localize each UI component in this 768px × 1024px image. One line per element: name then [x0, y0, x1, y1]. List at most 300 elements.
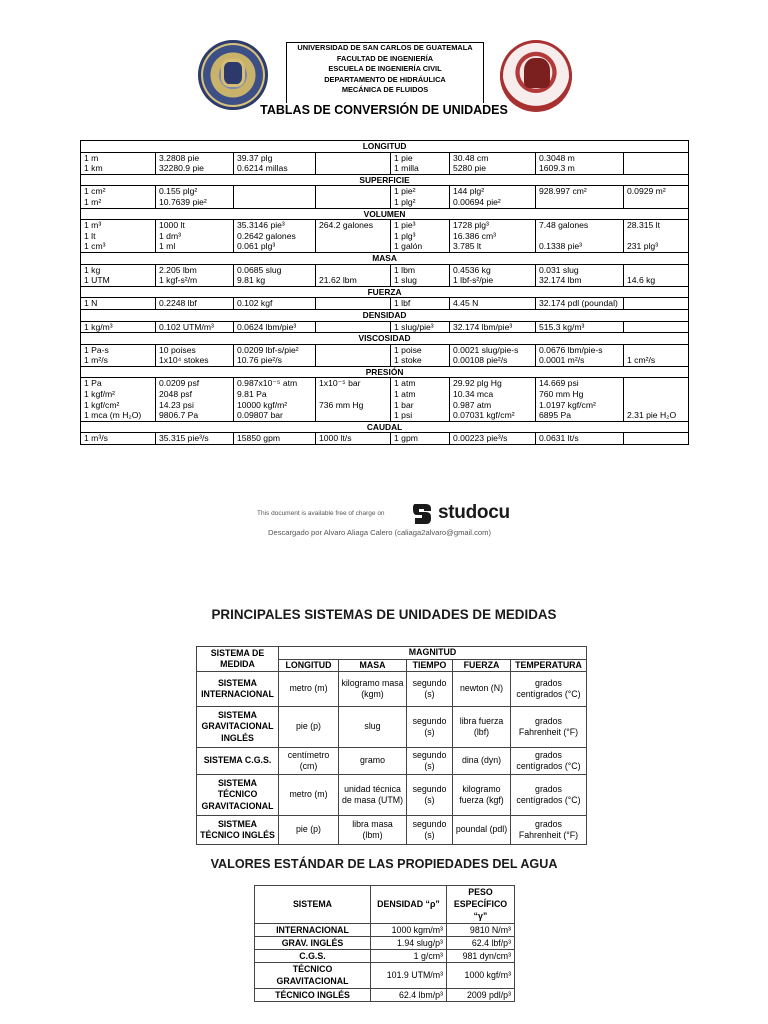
conversion-cell	[156, 433, 234, 445]
conversion-value	[539, 231, 620, 242]
conversion-value: 1 lt	[84, 230, 96, 241]
conversion-value: 0.0021 slug/pie-s	[453, 344, 519, 355]
conversion-value: 1 plg³	[394, 230, 416, 241]
conversion-value: 1 Pa	[84, 378, 102, 389]
water-specific-weight: 1000 kgf/m³	[447, 963, 515, 988]
conversion-value: 10.76 pie²/s	[237, 355, 282, 366]
conversion-cell	[234, 344, 316, 366]
conversion-value: 10000 kgf/m²	[237, 399, 288, 410]
conversion-cell	[81, 264, 156, 286]
header-line: UNIVERSIDAD DE SAN CARLOS DE GUATEMALA	[297, 43, 473, 52]
conversion-value	[319, 231, 387, 242]
systems-table	[196, 646, 587, 845]
magnitude-column-header: MASA	[339, 659, 407, 672]
conversion-value: 0.155 plg²	[159, 186, 198, 197]
section-header: CAUDAL	[81, 421, 689, 433]
conversion-value: 1 psi	[394, 410, 413, 421]
conversion-cell	[316, 433, 391, 445]
conversion-cell	[316, 152, 391, 174]
conversion-value	[627, 163, 685, 174]
system-name: SISTEMA INTERNACIONAL	[197, 672, 279, 707]
conversion-value	[319, 153, 387, 164]
conversion-cell	[391, 186, 450, 208]
conversion-value	[627, 322, 685, 333]
water-row	[255, 923, 515, 936]
conversion-cell	[624, 378, 689, 421]
conversion-value: 32.174 lbm/pie³	[453, 321, 513, 332]
usac-seal-logo	[198, 40, 268, 110]
conversion-value: 0.0624 lbm/pie³	[237, 321, 297, 332]
conversion-value: 0.987 atm	[453, 399, 492, 410]
header-line: DEPARTAMENTO DE HIDRÁULICA	[324, 74, 446, 84]
conversion-value: 0.3048 m	[539, 152, 575, 163]
conversion-value: 1 cm³	[84, 241, 106, 252]
engineering-faculty-seal-logo	[500, 40, 572, 112]
conversion-value	[539, 197, 620, 208]
system-unit: unidad técnica de masa (UTM)	[339, 775, 407, 816]
system-row	[197, 775, 587, 816]
conversion-value: 21.62 lbm	[319, 275, 357, 286]
conversion-value	[319, 345, 387, 356]
conversion-value: 1 dm³	[159, 230, 181, 241]
conversion-cell	[624, 298, 689, 310]
conversion-cell	[450, 264, 536, 286]
conversion-cell	[391, 152, 450, 174]
conversion-value	[627, 378, 685, 389]
conversion-value: 0.0929 m²	[627, 186, 666, 197]
conversion-value: 2.205 lbm	[159, 264, 197, 275]
conversion-value: 0.6214 millas	[237, 163, 288, 174]
system-name: SISTMEA TÉCNICO INGLÉS	[197, 816, 279, 845]
conversion-value: 0.2248 lbf	[159, 298, 197, 309]
conversion-value: 7.48 galones	[539, 220, 589, 231]
conversion-value	[627, 433, 685, 444]
conversion-value: 1 m²	[84, 196, 102, 207]
conversion-cell	[156, 321, 234, 333]
conversion-value: 35.3146 pie³	[237, 220, 285, 231]
conversion-value	[319, 410, 387, 421]
conversion-value: 28.315 lt	[627, 220, 660, 231]
conversion-value	[627, 345, 685, 356]
water-system: C.G.S.	[255, 950, 371, 963]
conversion-cell	[234, 321, 316, 333]
system-name: SISTEMA C.G.S.	[197, 748, 279, 775]
water-header-system: SISTEMA	[255, 886, 371, 924]
conversion-cell	[536, 220, 624, 253]
system-unit: grados centígrados (°C)	[511, 672, 587, 707]
system-unit: newton (N)	[453, 672, 511, 707]
conversion-value: 1 milla	[394, 163, 419, 174]
conversion-cell	[391, 433, 450, 445]
system-unit: slug	[339, 707, 407, 748]
conversion-cell	[316, 264, 391, 286]
system-unit: grados centígrados (°C)	[511, 775, 587, 816]
conversion-value: 1728 plg³	[453, 220, 489, 231]
system-unit: poundal (pdl)	[453, 816, 511, 845]
system-unit: kilogramo masa (kgm)	[339, 672, 407, 707]
conversion-cell	[156, 152, 234, 174]
conversion-value	[319, 197, 387, 208]
conversion-value: 0.4536 kg	[453, 264, 491, 275]
system-unit: segundo (s)	[407, 748, 453, 775]
water-properties-table	[254, 885, 515, 1002]
conversion-value	[319, 265, 387, 276]
water-density: 1 g/cm³	[371, 950, 447, 963]
conversion-value: 1 m²/s	[84, 355, 108, 366]
system-unit: metro (m)	[279, 775, 339, 816]
magnitude-column-header: TEMPERATURA	[511, 659, 587, 672]
conversion-cell	[81, 344, 156, 366]
conversion-value: 0.0676 lbm/pie-s	[539, 344, 603, 355]
conversion-value: 0.00223 pie³/s	[453, 433, 508, 444]
conversion-value: 29.92 plg Hg	[453, 378, 502, 389]
conversion-cell	[536, 321, 624, 333]
conversion-value: 1 kg	[84, 264, 101, 275]
conversion-value: 9.81 kg	[237, 275, 266, 286]
conversion-value: 1 lbf	[394, 298, 411, 309]
section-header: PRESIÓN	[81, 366, 689, 378]
conversion-value: 1x10⁴ stokes	[159, 355, 209, 366]
conversion-value: 3.785 lt	[453, 241, 482, 252]
conversion-value: 1 kgf/cm²	[84, 399, 120, 410]
conversion-value: 515.3 kg/m³	[539, 321, 585, 332]
conversion-value: 1 N	[84, 298, 98, 309]
conversion-value: 2.31 pie H₂O	[627, 410, 677, 421]
water-specific-weight: 981 dyn/cm³	[447, 950, 515, 963]
conversion-value: 1x10⁻⁵ bar	[319, 378, 361, 389]
conversion-cell	[81, 321, 156, 333]
conversion-cell	[316, 344, 391, 366]
conversion-cell	[234, 378, 316, 421]
conversion-value: 9806.7 Pa	[159, 410, 199, 421]
conversion-value: 1 bar	[394, 399, 414, 410]
conversion-value: 1 lbf-s²/pie	[453, 275, 494, 286]
conversion-cell	[81, 298, 156, 310]
conversion-value: 10 poises	[159, 344, 196, 355]
conversion-value: 0.102 UTM/m³	[159, 321, 214, 332]
conversion-cell	[624, 152, 689, 174]
conversion-value: 736 mm Hg	[319, 399, 364, 410]
system-row	[197, 816, 587, 845]
section-header: SUPERFICIE	[81, 174, 689, 186]
conversion-value: 0.0209 lbf-s/pie²	[237, 344, 299, 355]
conversion-cell	[391, 298, 450, 310]
conversion-value: 1 pie²	[394, 186, 416, 197]
system-unit: dina (dyn)	[453, 748, 511, 775]
conversion-cell	[316, 186, 391, 208]
conversion-cell	[391, 264, 450, 286]
conversion-cell	[624, 264, 689, 286]
conversion-cell	[156, 344, 234, 366]
conversion-value: 0.07031 kgf/cm²	[453, 410, 515, 421]
conversion-cell	[234, 152, 316, 174]
conversion-value: 1 Pa-s	[84, 344, 109, 355]
magnitude-column-header: LONGITUD	[279, 659, 339, 672]
conversion-cell	[624, 344, 689, 366]
conversion-cell	[450, 344, 536, 366]
system-unit: segundo (s)	[407, 707, 453, 748]
institution-header	[286, 42, 484, 103]
conversion-value: 1 kgf-s²/m	[159, 275, 198, 286]
conversion-cell	[316, 378, 391, 421]
conversion-table	[80, 140, 689, 445]
conversion-value: 1609.3 m	[539, 163, 575, 174]
section-header: VISCOSIDAD	[81, 333, 689, 345]
download-credit: Descargado por Alvaro Aliaga Calero (caliaga2alvaro@gmail.com)	[268, 528, 491, 537]
conversion-value: 32.174 pdl (poundal)	[539, 298, 618, 309]
water-row	[255, 950, 515, 963]
section-header: VOLUMEN	[81, 208, 689, 220]
conversion-value: 1 slug/pie³	[394, 321, 434, 332]
systems-title: PRINCIPALES SISTEMAS DE UNIDADES DE MEDIDAS	[211, 607, 557, 622]
conversion-cell	[391, 344, 450, 366]
magnitude-column-header: FUERZA	[453, 659, 511, 672]
conversion-value: 1 kgf/m²	[84, 389, 116, 400]
conversion-cell	[156, 378, 234, 421]
conversion-value: 5280 pie	[453, 163, 486, 174]
conversion-cell	[536, 433, 624, 445]
section-header: FUERZA	[81, 286, 689, 298]
system-unit: gramo	[339, 748, 407, 775]
conversion-value: 1 atm	[394, 378, 416, 389]
system-row	[197, 748, 587, 775]
conversion-cell	[156, 220, 234, 253]
conversion-value: 1 m	[84, 152, 99, 163]
page-title: TABLAS DE CONVERSIÓN DE UNIDADES	[260, 103, 508, 117]
conversion-value: 4.45 N	[453, 298, 479, 309]
conversion-value	[319, 241, 387, 252]
conversion-value: 1 pie	[394, 152, 413, 163]
conversion-value	[627, 265, 685, 276]
conversion-value: 0.09807 bar	[237, 410, 283, 421]
conversion-value: 1 UTM	[84, 275, 110, 286]
conversion-cell	[391, 321, 450, 333]
conversion-value: 1 poise	[394, 344, 422, 355]
water-system: GRAV. INGLÉS	[255, 936, 371, 949]
system-row	[197, 707, 587, 748]
conversion-cell	[450, 152, 536, 174]
conversion-cell	[316, 298, 391, 310]
conversion-value: 1 cm²	[84, 186, 106, 197]
water-system: TÉCNICO GRAVITACIONAL	[255, 963, 371, 988]
header-line: MECÁNICA DE FLUIDOS	[341, 85, 429, 95]
section-header: MASA	[81, 252, 689, 264]
conversion-value: 144 plg²	[453, 186, 485, 197]
water-header-density: DENSIDAD “ρ”	[371, 886, 447, 924]
conversion-value: 1 km	[84, 163, 103, 174]
conversion-value: 1 stoke	[394, 355, 422, 366]
conversion-value: 39.37 plg	[237, 152, 273, 163]
conversion-cell	[156, 298, 234, 310]
availability-note: This document is available free of charge on	[257, 510, 385, 517]
water-header-specific-weight: PESO ESPECÍFICO “γ”	[447, 886, 515, 924]
water-specific-weight: 2009 pdl/p³	[447, 988, 515, 1001]
conversion-cell	[156, 264, 234, 286]
conversion-cell	[234, 264, 316, 286]
conversion-value: 1 kg/m³	[84, 321, 113, 332]
conversion-cell	[536, 378, 624, 421]
conversion-value: 15850 gpm	[237, 433, 281, 444]
conversion-value: 0.061 plg³	[237, 241, 276, 252]
conversion-value: 0.0631 lt/s	[539, 433, 579, 444]
conversion-value: 9.81 Pa	[237, 389, 267, 400]
header-line: ESCUELA DE INGENIERÍA CIVIL	[328, 64, 442, 74]
conversion-value: 1 m³	[84, 220, 102, 231]
conversion-value: 0.00694 pie²	[453, 196, 501, 207]
conversion-cell	[316, 321, 391, 333]
conversion-value	[627, 197, 685, 208]
conversion-value: 1 ml	[159, 241, 176, 252]
conversion-value: 1 gpm	[394, 433, 418, 444]
conversion-value	[237, 197, 312, 208]
system-unit: segundo (s)	[407, 775, 453, 816]
conversion-value: 1000 lt	[159, 220, 185, 231]
system-unit: libra masa (lbm)	[339, 816, 407, 845]
conversion-cell	[391, 220, 450, 253]
conversion-value: 14.6 kg	[627, 275, 656, 286]
conversion-cell	[81, 220, 156, 253]
conversion-cell	[624, 321, 689, 333]
system-unit: grados centígrados (°C)	[511, 748, 587, 775]
conversion-value: 0.1338 pie³	[539, 241, 583, 252]
conversion-value: 0.987x10⁻⁵ atm	[237, 378, 298, 389]
conversion-value: 231 plg³	[627, 241, 659, 252]
conversion-value: 1 m³/s	[84, 433, 108, 444]
conversion-value: 1 lbm	[394, 264, 416, 275]
conversion-cell	[450, 433, 536, 445]
conversion-value: 0.0209 psf	[159, 378, 200, 389]
water-density: 1.94 slug/p³	[371, 936, 447, 949]
conversion-cell	[234, 433, 316, 445]
conversion-value	[627, 231, 685, 242]
system-unit: grados Fahrenheit (°F)	[511, 816, 587, 845]
system-unit: grados Fahrenheit (°F)	[511, 707, 587, 748]
conversion-value: 0.0001 m²/s	[539, 355, 585, 366]
conversion-cell	[450, 378, 536, 421]
conversion-cell	[81, 433, 156, 445]
conversion-value	[627, 400, 685, 411]
conversion-value	[319, 322, 387, 333]
conversion-value	[627, 298, 685, 309]
system-unit: segundo (s)	[407, 816, 453, 845]
conversion-value: 0.0685 slug	[237, 264, 282, 275]
conversion-cell	[234, 186, 316, 208]
conversion-cell	[234, 220, 316, 253]
conversion-value: 10.34 mca	[453, 389, 494, 400]
conversion-value	[319, 163, 387, 174]
conversion-cell	[81, 378, 156, 421]
conversion-value: 1 slug	[394, 275, 417, 286]
water-title: VALORES ESTÁNDAR DE LAS PROPIEDADES DEL AGUA	[210, 857, 558, 871]
conversion-value: 16.386 cm³	[453, 230, 496, 241]
system-unit: pie (p)	[279, 707, 339, 748]
conversion-cell	[536, 298, 624, 310]
water-specific-weight: 62.4 lbf/p³	[447, 936, 515, 949]
conversion-value: 32.174 lbm	[539, 275, 582, 286]
header-line: FACULTAD DE INGENIERÍA	[336, 53, 434, 63]
water-row	[255, 963, 515, 988]
conversion-value: 0.00108 pie²/s	[453, 355, 508, 366]
conversion-value: 0.102 kgf	[237, 298, 273, 309]
conversion-value: 1 mca (m H₂O)	[84, 410, 142, 421]
conversion-value: 0.2642 galones	[237, 230, 296, 241]
conversion-value: 6895 Pa	[539, 410, 572, 421]
conversion-cell	[624, 186, 689, 208]
conversion-cell	[450, 298, 536, 310]
section-header: DENSIDAD	[81, 309, 689, 321]
magnitude-header: MAGNITUD	[279, 647, 587, 660]
conversion-cell	[536, 264, 624, 286]
conversion-value	[319, 355, 387, 366]
conversion-value: 2048 psf	[159, 389, 192, 400]
conversion-value: 1.0197 kgf/cm²	[539, 399, 596, 410]
conversion-cell	[450, 321, 536, 333]
conversion-value	[319, 298, 387, 309]
water-specific-weight: 9810 N/m³	[447, 923, 515, 936]
conversion-cell	[450, 220, 536, 253]
conversion-value: 1 galón	[394, 241, 423, 252]
system-unit: pie (p)	[279, 816, 339, 845]
water-system: INTERNACIONAL	[255, 923, 371, 936]
conversion-value: 1000 lt/s	[319, 433, 352, 444]
conversion-value: 0.031 slug	[539, 264, 579, 275]
conversion-value	[627, 389, 685, 400]
conversion-cell	[316, 220, 391, 253]
water-row	[255, 936, 515, 949]
water-density: 1000 kgm/m³	[371, 923, 447, 936]
conversion-cell	[536, 186, 624, 208]
conversion-value: 1 pie³	[394, 220, 416, 231]
system-unit: segundo (s)	[407, 672, 453, 707]
conversion-cell	[450, 186, 536, 208]
system-unit: metro (m)	[279, 672, 339, 707]
conversion-value: 1 cm²/s	[627, 355, 656, 366]
conversion-cell	[536, 344, 624, 366]
conversion-cell	[624, 433, 689, 445]
conversion-value: 1 plg²	[394, 196, 416, 207]
system-name: SISTEMA TÉCNICO GRAVITACIONAL	[197, 775, 279, 816]
system-unit: libra fuerza (lbf)	[453, 707, 511, 748]
water-density: 62.4 lbm/p³	[371, 988, 447, 1001]
conversion-value	[319, 186, 387, 197]
conversion-value: 760 mm Hg	[539, 389, 584, 400]
conversion-value: 32280.9 pie	[159, 163, 204, 174]
conversion-cell	[156, 186, 234, 208]
conversion-value: 30.48 cm	[453, 152, 489, 163]
conversion-value: 35.315 pie³/s	[159, 433, 209, 444]
conversion-value: 14.23 psi	[159, 399, 194, 410]
water-system: TÉCNICO INGLÉS	[255, 988, 371, 1001]
conversion-value	[237, 186, 312, 197]
conversion-value: 264.2 galones	[319, 220, 373, 231]
conversion-cell	[624, 220, 689, 253]
system-unit: centímetro (cm)	[279, 748, 339, 775]
conversion-cell	[391, 378, 450, 421]
system-header: SISTEMA DE MEDIDA	[197, 647, 279, 672]
studocu-brand[interactable]: studocu	[438, 502, 510, 523]
conversion-cell	[81, 186, 156, 208]
conversion-value	[627, 153, 685, 164]
water-density: 101.9 UTM/m³	[371, 963, 447, 988]
section-header: LONGITUD	[81, 141, 689, 153]
conversion-cell	[81, 152, 156, 174]
system-unit: kilogramo fuerza (kgf)	[453, 775, 511, 816]
conversion-cell	[536, 152, 624, 174]
conversion-value: 928.997 cm²	[539, 186, 587, 197]
system-row	[197, 672, 587, 707]
conversion-value	[319, 389, 387, 400]
system-name: SISTEMA GRAVITACIONAL INGLÉS	[197, 707, 279, 748]
